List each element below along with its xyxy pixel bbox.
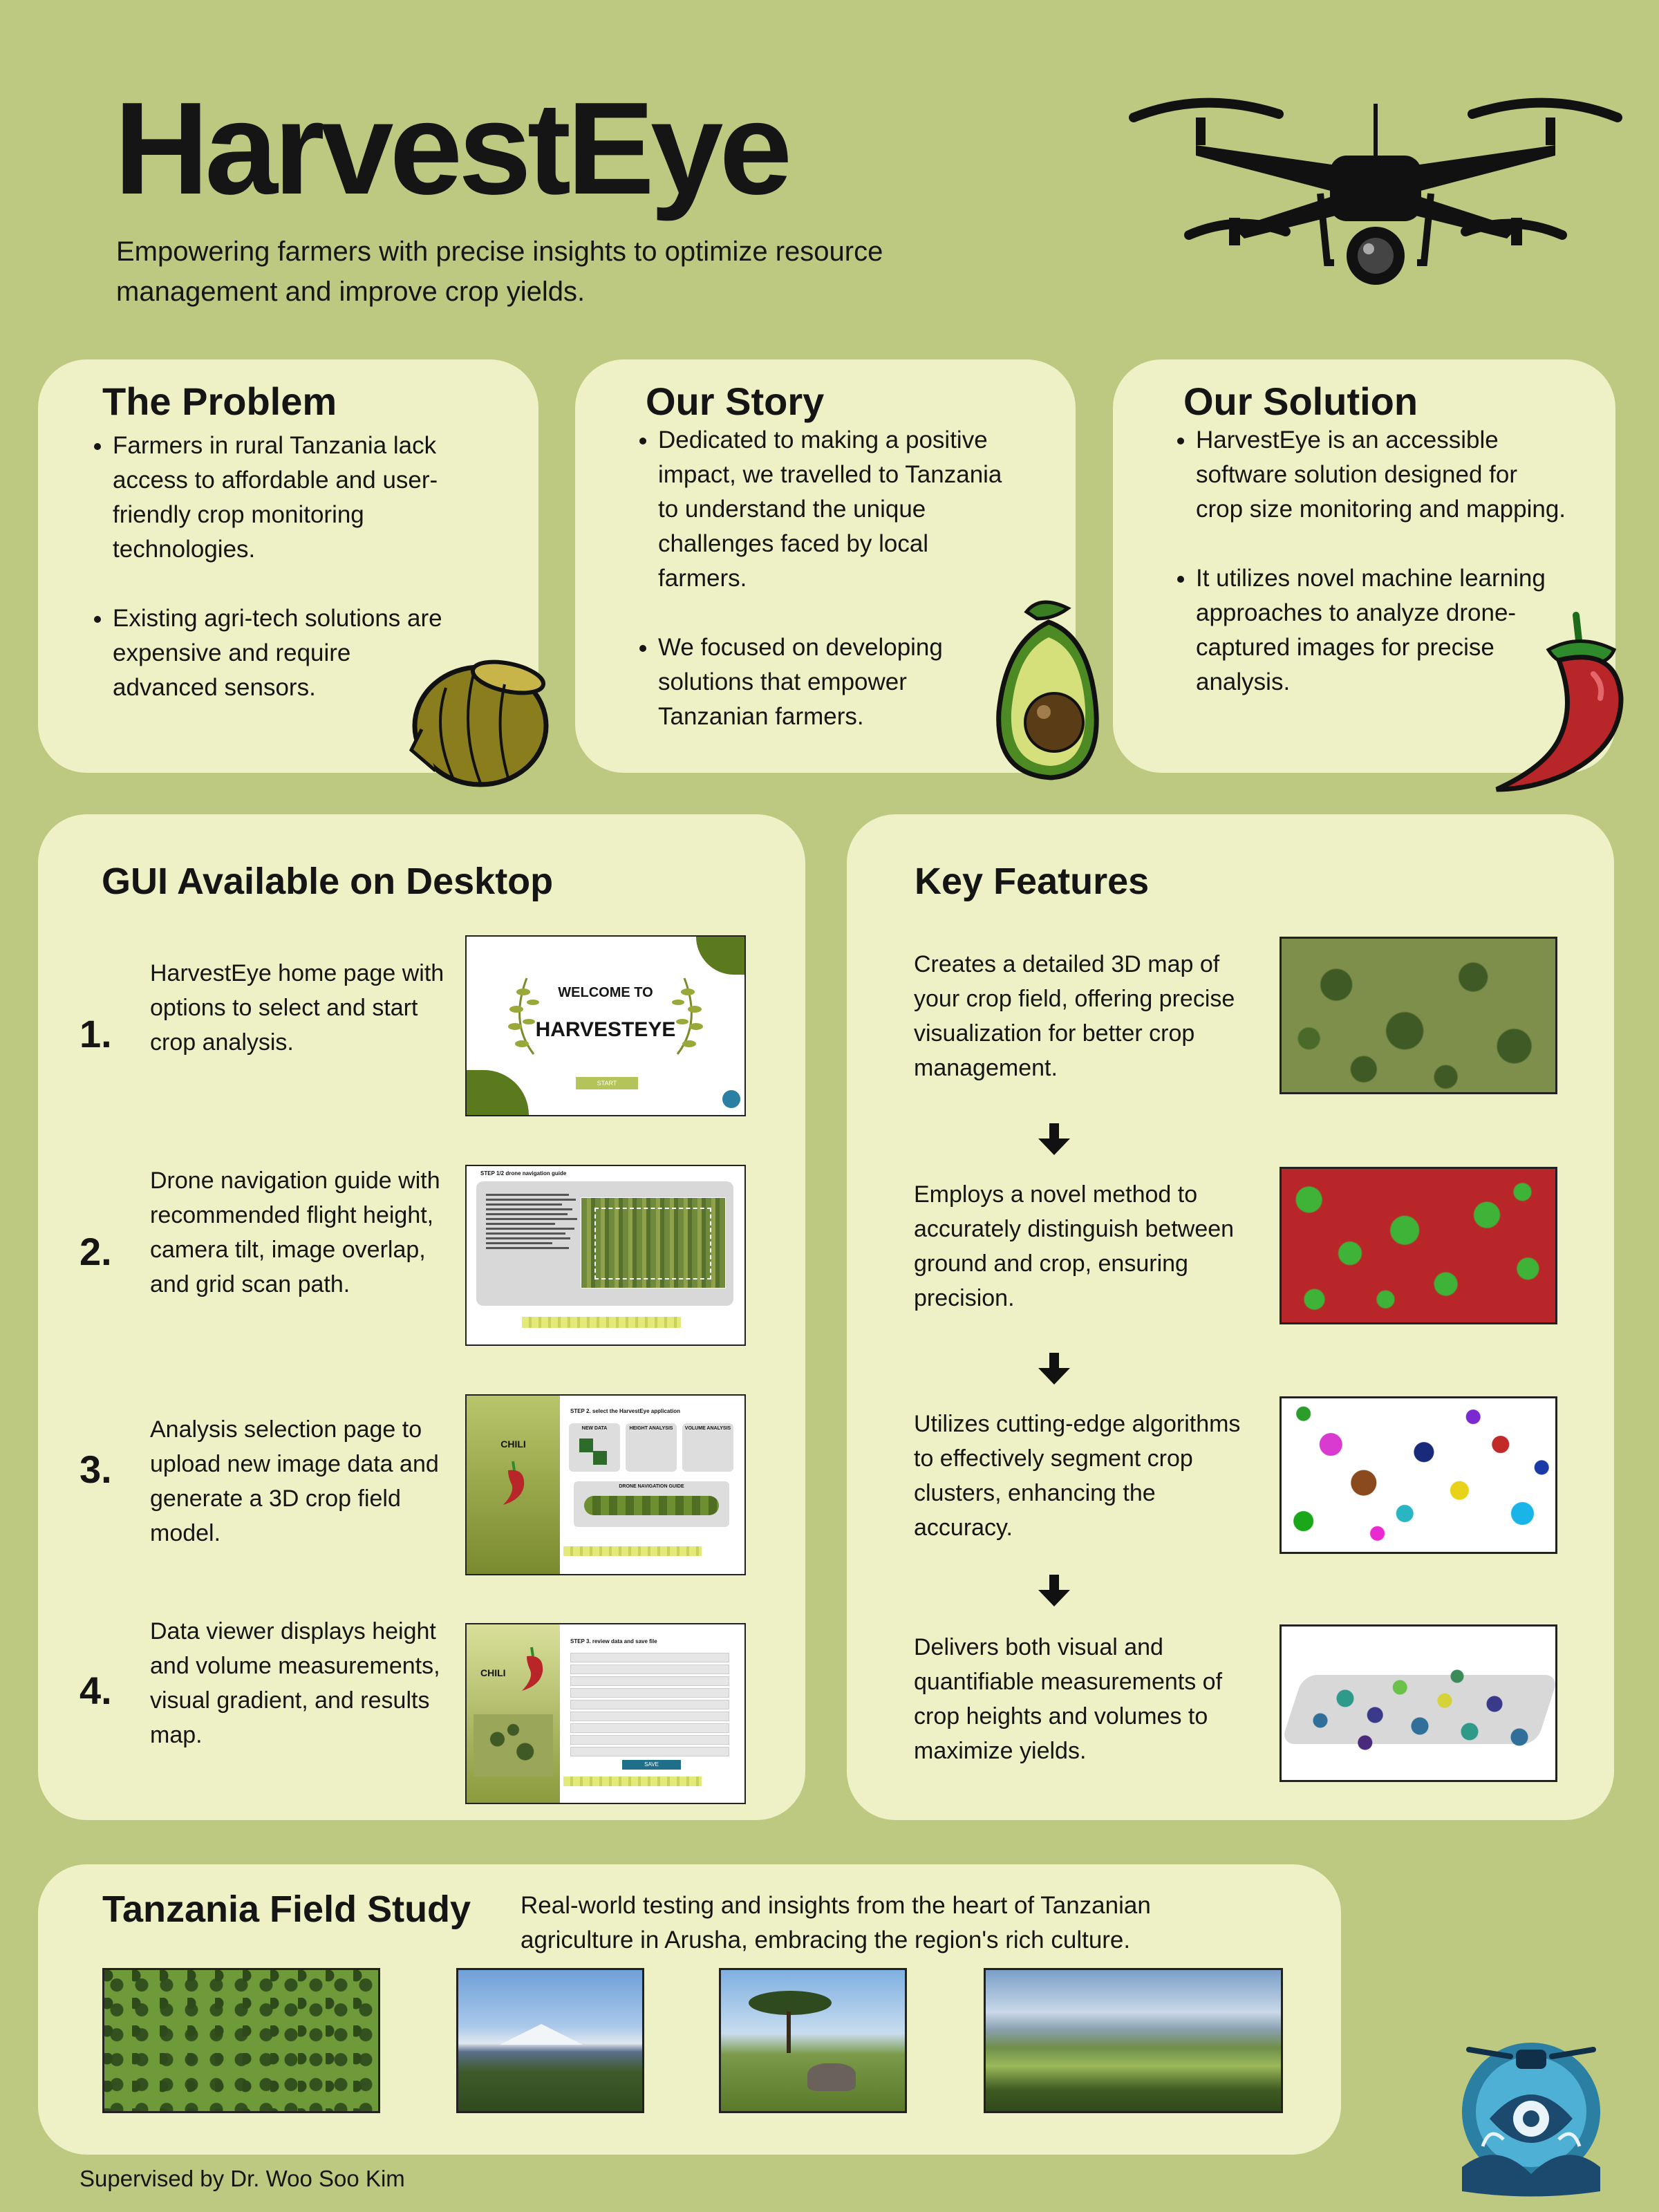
gui-screenshot-viewer [465, 1623, 746, 1804]
chili-label: CHILI [480, 1667, 506, 1678]
feature-image-clusters [1280, 1396, 1557, 1554]
avocado-icon [985, 594, 1113, 788]
step-number: 3. [79, 1447, 112, 1491]
step-description: Drone navigation guide with recommended flight height, camera tilt, image overlap, and grid scan path. [150, 1168, 440, 1297]
field-photo-valley [984, 1968, 1283, 2113]
onion-icon [404, 646, 556, 791]
step-description: Data viewer displays height and volume measurements, visual gradient, and results map. [150, 1618, 440, 1748]
gui-heading: GUI Available on Desktop [102, 861, 554, 902]
chili-pepper-icon [498, 1458, 529, 1506]
welcome-label: WELCOME TO [558, 985, 653, 1000]
analysis-title: STEP 2. select the HarvestEye application [570, 1408, 681, 1414]
gui-screenshot-navigation [465, 1165, 746, 1346]
harvesteye-logo-icon [1441, 2029, 1621, 2202]
field-photo-elephant [719, 1968, 907, 2113]
gui-screenshot-analysis [465, 1394, 746, 1575]
problem-heading: The Problem [102, 379, 337, 423]
feature-description: Delivers both visual and quantifiable measurements of crop heights and volumes to maximize yields. [914, 1634, 1223, 1764]
feature-image-3d-map [1280, 937, 1557, 1094]
story-bullet: • Dedicated to making a positive impact, we travelled to Tanzania to understand the unique challenges faced by local farmers. [658, 423, 1011, 596]
start-button[interactable]: START [576, 1077, 638, 1089]
feature-image-segmentation [1280, 1167, 1557, 1324]
feature-description: Creates a detailed 3D map of your crop field, offering precise visualization for better crop management. [914, 951, 1235, 1081]
problem-bullet: • Existing agri-tech solutions are expensive and require advanced sensors. [113, 601, 458, 705]
viewer-title: STEP 3. review data and save file [570, 1638, 657, 1644]
poster-title: HarvestEye [114, 75, 789, 222]
drone-nav-option[interactable]: DRONE NAVIGATION GUIDE [619, 1484, 684, 1489]
story-bullet: • We focused on developing solutions that empower Tanzanian farmers. [658, 630, 1011, 734]
field-photo-crops [102, 1968, 380, 2113]
drone-icon [1120, 90, 1631, 297]
solution-bullet: • It utilizes novel machine learning approaches to analyze drone-captured images for precise analysis. [1196, 561, 1569, 700]
chili-pepper-icon [516, 1644, 547, 1692]
supervisor-credit: Supervised by Dr. Woo Soo Kim [79, 2166, 405, 2191]
new-data-option[interactable]: NEW DATA [581, 1426, 608, 1431]
step-number: 4. [79, 1669, 112, 1712]
story-heading: Our Story [646, 379, 825, 423]
features-heading: Key Features [915, 861, 1150, 902]
poster-subtitle: Empowering farmers with precise insights to optimize resource management and improve crop yields. [116, 236, 883, 307]
feature-description: Employs a novel method to accurately distinguish between ground and crop, ensuring precision. [914, 1181, 1235, 1311]
gui-screenshot-home [465, 935, 746, 1116]
chili-pepper-icon [1490, 608, 1635, 795]
step-number: 1. [79, 1012, 112, 1056]
brand-label: HARVESTEYE [535, 1018, 676, 1041]
solution-bullet: • HarvestEye is an accessible software solution designed for crop size monitoring and mapping. [1196, 423, 1569, 527]
problem-list [89, 429, 458, 705]
problem-bullet: • Farmers in rural Tanzania lack access to affordable and user-friendly crop monitoring technologies. [113, 429, 458, 567]
save-button[interactable]: SAVE [622, 1760, 681, 1770]
solution-heading: Our Solution [1183, 379, 1418, 423]
field-photo-kilimanjaro [456, 1968, 644, 2113]
field-study-heading: Tanzania Field Study [102, 1888, 471, 1930]
feature-description: Utilizes cutting-edge algorithms to effectively segment crop clusters, enhancing the accuracy. [914, 1411, 1241, 1541]
step-description: HarvestEye home page with options to select and start crop analysis. [150, 960, 444, 1056]
height-analysis-option[interactable]: HEIGHT ANALYSIS [629, 1426, 673, 1431]
nav-guide-title: STEP 1/2 drone navigation guide [480, 1170, 567, 1177]
step-number: 2. [79, 1230, 112, 1273]
logo-icon [722, 1090, 740, 1108]
feature-image-point-cloud [1280, 1624, 1557, 1782]
step-description: Analysis selection page to upload new image data and generate a 3D crop field model. [150, 1416, 439, 1546]
field-study-description: Real-world testing and insights from the heart of Tanzanian agriculture in Arusha, embracing the region's rich culture. [521, 1892, 1151, 1953]
volume-analysis-option[interactable]: VOLUME ANALYSIS [684, 1426, 731, 1431]
story-list [635, 423, 1011, 734]
chili-label: CHILI [500, 1438, 526, 1450]
